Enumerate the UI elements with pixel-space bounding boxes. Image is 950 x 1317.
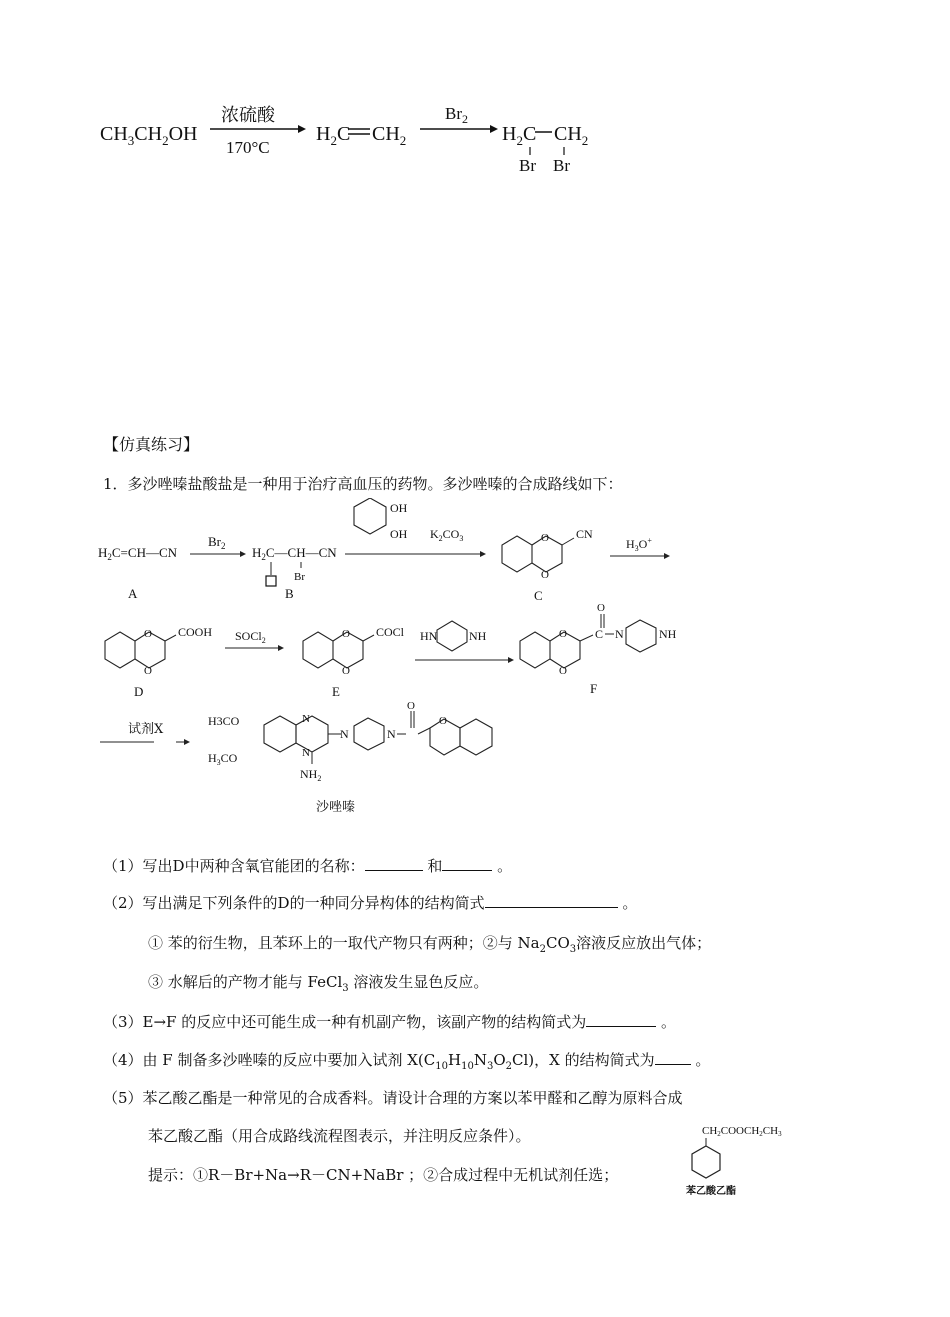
question-5-hint: 提示：①R－Br+Na→R－CN+NaBr ；②合成过程中无机试剂任选； (148, 1166, 619, 1184)
compound-d-cooh: COOH (178, 625, 213, 639)
final-n2: N (387, 727, 396, 741)
compound-d-label: D (134, 684, 144, 699)
arrow-c-d-head (664, 553, 670, 559)
compound-d-o1: O (144, 628, 152, 640)
methoxy-1: H3CO (208, 714, 240, 728)
ester-formula: CH2COOCH2CH3 (702, 1125, 782, 1138)
reactant-ethanol: $CH_3CH_2OH$ (100, 123, 198, 148)
compound-d-cooh-bond (165, 635, 176, 641)
q2-text: （2）写出满足下列条件的D的一种同分异构体的结构简式 (103, 894, 485, 912)
reagent-br2: $Br_2$ (445, 104, 468, 126)
q2-blank[interactable] (485, 893, 618, 908)
final-n1: N (340, 727, 349, 741)
arrow-d-e-head (278, 645, 284, 651)
final-carbonyl-o: O (407, 700, 415, 712)
compound-b-unknown-box (266, 576, 276, 586)
compound-e-label: E (332, 684, 340, 699)
arrow-a-b-head (240, 551, 246, 557)
ethanol-dibromoethane-scheme (90, 95, 620, 185)
q1-blank-2[interactable] (442, 856, 492, 871)
compound-f-o1: O (559, 628, 567, 640)
doxazosin-label: 沙唑嗪 (316, 800, 356, 815)
condition-conc-sulfuric: 浓硫酸 (221, 105, 275, 126)
compound-a-formula: $H_2C=CH—CN$ (98, 545, 178, 562)
catechol-oh-2: OH (390, 527, 408, 541)
section-title: 【仿真练习】 (103, 435, 200, 454)
compound-b-formula: $H_2C—CH—CN$ (252, 545, 337, 562)
question-5-line-2: 苯乙酸乙酯（用合成路线流程图表示，并注明反应条件）。 (148, 1127, 531, 1145)
q1-end: 。 (497, 857, 513, 875)
compound-e-cocl-bond (363, 635, 374, 641)
compound-f-carbonyl-c: C (595, 627, 604, 641)
compound-f-n: N (615, 627, 624, 641)
compound-c-benzene (502, 536, 532, 572)
compound-e-o1: O (342, 628, 350, 640)
q4-end: 。 (695, 1051, 711, 1069)
quinazoline-n2: N (302, 747, 310, 759)
product-dibromoethane-ch2: $CH_2$ (554, 123, 589, 148)
quinazoline-pyrimidine (296, 716, 328, 752)
methoxy-2: $H_3CO$ (208, 751, 238, 767)
ester-label: 苯乙酸乙酯 (686, 1186, 736, 1197)
q2-end: 。 (622, 894, 638, 912)
piperazine-hn: HN (420, 629, 438, 643)
compound-f-benzene (520, 632, 550, 668)
br-label-1: Br (519, 156, 536, 175)
q3-end: 。 (661, 1013, 677, 1031)
question-5-line-1: （5）苯乙酸乙酯是一种常见的合成香料。请设计合理的方案以苯甲醛和乙醇为原料合成 (103, 1089, 683, 1107)
final-benzene (460, 719, 492, 755)
compound-e-benzene (303, 632, 333, 668)
question-3-line (103, 1011, 676, 1032)
condition-temperature: 170°C (226, 138, 270, 157)
arrow-b-c-head (480, 551, 486, 557)
compound-f-label: F (590, 681, 598, 696)
arrow-2-head (490, 125, 498, 133)
piperazine-ring (437, 621, 467, 651)
q2-condition-1: ① 苯的衍生物，且苯环上的一取代产物只有两种；②与 $Na_2CO_3$溶液反应放出气体； (148, 934, 712, 955)
ethyl-phenylacetate-structure (680, 1120, 800, 1200)
compound-e-cocl: COCl (376, 625, 405, 639)
arrow-f-final-head (184, 739, 190, 745)
compound-d-o2: O (144, 665, 152, 677)
ester-benzene (692, 1146, 720, 1178)
compound-b-br: Br (294, 571, 305, 583)
question-4-line: （4）由 F 制备多沙唑嗪的反应中要加入试剂 $X(C_{10}H_{10}N_3O_2Cl)$，X 的结构简式为 。 (103, 1051, 711, 1072)
question-1-intro: 1．多沙唑嗪盐酸盐是一种用于治疗高血压的药物。多沙唑嗪的合成路线如下： (103, 475, 623, 493)
compound-a-label: A (128, 586, 138, 601)
compound-f-o2: O (559, 665, 567, 677)
question-1-line (103, 855, 512, 876)
reagent-socl2: SOCl$_2$ (235, 629, 266, 645)
reagent-h3o: $H_3O^+$ (626, 536, 652, 553)
compound-e-o2: O (342, 665, 350, 677)
q3-blank[interactable] (586, 1012, 656, 1027)
br-label-2: Br (553, 156, 570, 175)
compound-f-piperazine (626, 620, 656, 652)
reagent-x: 试剂X (128, 722, 164, 737)
arrow-1-head (298, 125, 306, 133)
compound-f-nh: NH (659, 627, 677, 641)
compound-f-carbonyl-bond (580, 635, 593, 641)
product-ethene-ch2: $CH_2$ (372, 123, 407, 148)
quinazoline-n1: N (302, 713, 310, 725)
reagent-br2-step: $Br_2$ (208, 534, 226, 551)
amino-group: $NH_2$ (300, 767, 322, 783)
compound-c-o2: O (541, 569, 549, 581)
q3-text: （3）E→F 的反应中还可能生成一种有机副产物，该副产物的结构简式为 (103, 1013, 587, 1031)
product-ethene: $H_2C$ (316, 123, 351, 148)
catechol-oh-1: OH (390, 501, 408, 515)
q1-text: （1）写出D中两种含氧官能团的名称： (103, 857, 365, 875)
final-o1: O (439, 715, 447, 727)
final-piperazine (354, 718, 384, 750)
arrow-e-f-head (508, 657, 514, 663)
question-2-line (103, 892, 637, 913)
q4-blank[interactable] (655, 1050, 691, 1065)
reagent-k2co3: $K_2CO_3$ (430, 527, 464, 543)
compound-d-benzene (105, 632, 135, 668)
q1-blank-1[interactable] (365, 856, 423, 871)
compound-c-cn-bond (562, 538, 574, 545)
compound-c-o1: O (541, 532, 549, 544)
product-dibromoethane: $H_2C$ (502, 123, 537, 148)
doxazosin-synthesis-scheme (90, 498, 690, 828)
final-dioxane-bond (418, 728, 430, 734)
piperazine-nh: NH (469, 629, 487, 643)
compound-b-label: B (285, 586, 294, 601)
compound-c-cn: CN (576, 527, 593, 541)
compound-c-label: C (534, 588, 543, 603)
catechol-ring (354, 498, 386, 534)
compound-f-carbonyl-o: O (597, 602, 605, 614)
quinazoline-benzene (264, 716, 296, 752)
q1-and: 和 (427, 857, 443, 875)
q2-condition-2: ③ 水解后的产物才能与 FeCl$_3$ 溶液发生显色反应。 (148, 973, 489, 994)
